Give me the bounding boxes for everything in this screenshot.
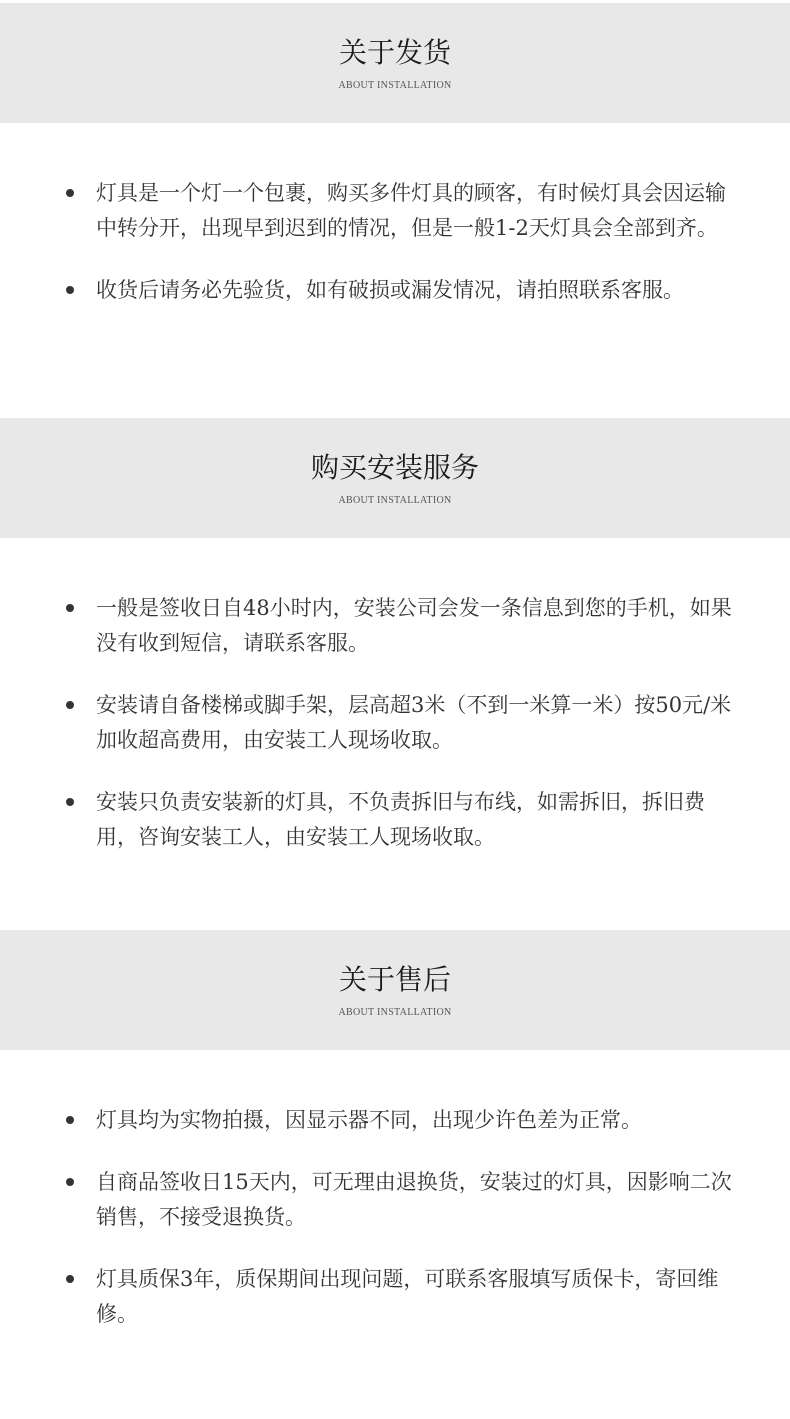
list-item-text: 自商品签收日15天内，可无理由退换货，安装过的灯具，因影响二次销售，不接受退换货。 — [96, 1170, 732, 1229]
section-header-shipping — [0, 3, 790, 123]
section-title: 关于发货 — [338, 36, 451, 69]
section-subtitle: ABOUT INSTALLATION — [338, 1007, 452, 1018]
section-subtitle: ABOUT INSTALLATION — [338, 80, 452, 91]
after-sales-list — [0, 1103, 790, 1332]
list-item — [0, 1103, 790, 1138]
list-item — [0, 273, 790, 308]
bullet-icon — [66, 798, 74, 806]
list-item — [0, 1262, 790, 1332]
list-item — [0, 591, 790, 661]
section-title: 购买安装服务 — [310, 451, 479, 484]
installation-list — [0, 591, 790, 855]
list-item-text: 一般是签收日自48小时内，安装公司会发一条信息到您的手机，如果没有收到短信，请联系客服。 — [96, 596, 732, 655]
bullet-icon — [66, 1116, 74, 1124]
list-item — [0, 1165, 790, 1235]
bullet-icon — [66, 701, 74, 709]
list-item-text: 安装请自备楼梯或脚手架，层高超3米（不到一米算一米）按50元/米加收超高费用，由安装工人现场收取。 — [96, 693, 732, 752]
list-item-text: 安装只负责安装新的灯具，不负责拆旧与布线，如需拆旧，拆旧费用，咨询安装工人，由安装工人现场收取。 — [96, 790, 705, 849]
list-item — [0, 785, 790, 855]
bullet-icon — [66, 286, 74, 294]
section-title: 关于售后 — [338, 963, 451, 996]
bullet-icon — [66, 189, 74, 197]
list-item-text: 收货后请务必先验货，如有破损或漏发情况，请拍照联系客服。 — [96, 278, 684, 302]
list-item — [0, 688, 790, 758]
list-item-text: 灯具均为实物拍摄，因显示器不同，出现少许色差为正常。 — [96, 1108, 642, 1132]
bullet-icon — [66, 604, 74, 612]
list-item — [0, 176, 790, 246]
bullet-icon — [66, 1178, 74, 1186]
shipping-list — [0, 176, 790, 308]
bullet-icon — [66, 1275, 74, 1283]
section-header-after-sales — [0, 930, 790, 1050]
list-item-text: 灯具质保3年，质保期间出现问题，可联系客服填写质保卡，寄回维修。 — [96, 1267, 719, 1326]
section-header-installation — [0, 418, 790, 538]
list-item-text: 灯具是一个灯一个包裹，购买多件灯具的顾客，有时候灯具会因运输中转分开，出现早到迟到的情况，但是一般1-2天灯具会全部到齐。 — [96, 181, 726, 240]
section-subtitle: ABOUT INSTALLATION — [338, 495, 452, 506]
